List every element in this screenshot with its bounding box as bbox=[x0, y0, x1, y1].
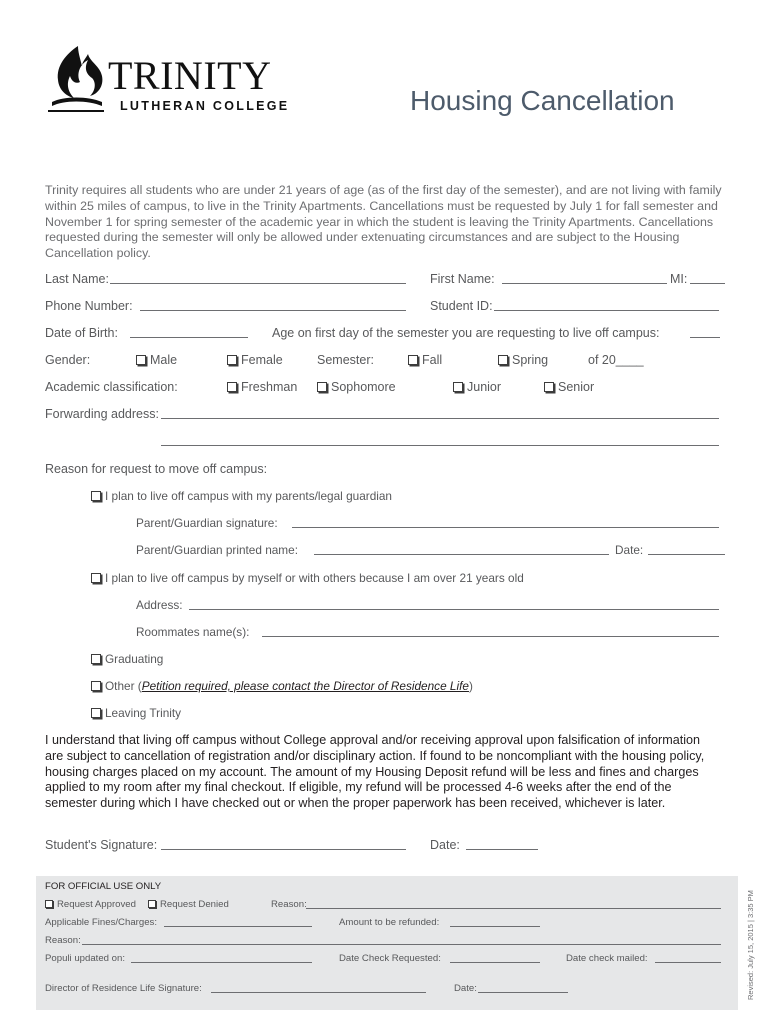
female-label: Female bbox=[241, 353, 283, 367]
sophomore-option[interactable] bbox=[317, 380, 396, 394]
other-checkbox[interactable] bbox=[91, 681, 101, 691]
reason-option-other[interactable] bbox=[91, 679, 473, 693]
logo bbox=[44, 44, 290, 116]
phone-field[interactable] bbox=[140, 300, 406, 311]
over21-label: I plan to live off campus by myself or with others because I am over 21 years old bbox=[105, 571, 524, 585]
freshman-option[interactable] bbox=[227, 380, 297, 394]
denied-label: Request Denied bbox=[160, 899, 229, 910]
approved-checkbox[interactable] bbox=[45, 900, 53, 908]
parent-date-label: Date: bbox=[615, 543, 644, 557]
first-name-field[interactable] bbox=[502, 273, 667, 284]
roommates-label: Roommates name(s): bbox=[136, 625, 250, 639]
reason-option-over21[interactable] bbox=[91, 571, 524, 585]
check-mailed-field[interactable] bbox=[655, 954, 721, 963]
age-label: Age on first day of the semester you are requesting to live off campus: bbox=[272, 326, 660, 340]
parents-label: I plan to live off campus with my parents/legal guardian bbox=[105, 489, 392, 503]
populi-field[interactable] bbox=[131, 954, 312, 963]
dob-field[interactable] bbox=[130, 327, 248, 338]
agreement-paragraph: I understand that living off campus without College approval and/or receiving approval upon falsification of information are subject to cancellation of registration and/or disciplinary action. If found to be noncompliant with the housing policy, housing charges placed on my account. The amount of my Housing Deposit refund will be less and fines and charges applied to my room after my final checkout. If eligible, my refund will be processed 4-6 weeks after the end of the semester during which I have checked out or when the proper paperwork has been received, whichever is later. bbox=[45, 733, 705, 811]
check-requested-field[interactable] bbox=[450, 954, 540, 963]
fall-checkbox[interactable] bbox=[408, 355, 418, 365]
parent-name-label: Parent/Guardian printed name: bbox=[136, 543, 298, 557]
freshman-label: Freshman bbox=[241, 380, 298, 394]
academic-label: Academic classification: bbox=[45, 380, 178, 394]
student-id-field[interactable] bbox=[494, 300, 719, 311]
phone-label: Phone Number: bbox=[45, 299, 133, 313]
parents-checkbox[interactable] bbox=[91, 491, 101, 501]
junior-checkbox[interactable] bbox=[453, 382, 463, 392]
leaving-checkbox[interactable] bbox=[91, 708, 101, 718]
mi-field[interactable] bbox=[690, 273, 725, 284]
intro-paragraph: Trinity requires all students who are under 21 years of age (as of the first day of the semester), and are not living with family within 25 miles of campus, to live in the Trinity Apartments. Cancellations must be requested by July 1 for fall semester and November 1 for spring semester of the academic year in which the student is leaving the Trinity Apartments. Cancellations requested during the semester will only be allowed under extenuating circumstances and are subject to the Housing Cancellation policy. bbox=[45, 183, 722, 261]
student-sig-field[interactable] bbox=[161, 839, 406, 850]
over21-checkbox[interactable] bbox=[91, 573, 101, 583]
sophomore-label: Sophomore bbox=[331, 380, 396, 394]
petition-link[interactable]: Petition required, please contact the Director of Residence Life bbox=[141, 679, 469, 693]
denied-option[interactable] bbox=[148, 899, 229, 910]
fines-label: Applicable Fines/Charges: bbox=[45, 917, 157, 928]
age-field[interactable] bbox=[690, 327, 720, 338]
senior-label: Senior bbox=[558, 380, 595, 394]
senior-checkbox[interactable] bbox=[544, 382, 554, 392]
reason-option-graduating[interactable] bbox=[91, 652, 163, 666]
parent-name-field[interactable] bbox=[314, 544, 609, 555]
denied-checkbox[interactable] bbox=[148, 900, 156, 908]
director-sig-field[interactable] bbox=[211, 984, 426, 993]
male-checkbox[interactable] bbox=[136, 355, 146, 365]
forwarding-field-line2[interactable] bbox=[161, 435, 719, 446]
graduating-checkbox[interactable] bbox=[91, 654, 101, 664]
student-sig-label: Student's Signature: bbox=[45, 838, 158, 852]
semester-year-field[interactable]: of 20____ bbox=[588, 353, 644, 367]
semester-label: Semester: bbox=[317, 353, 374, 367]
flame-logo-icon bbox=[44, 44, 108, 114]
revised-date: Revised: July 15, 2015 | 3:35 PM bbox=[746, 890, 755, 1000]
spring-checkbox[interactable] bbox=[498, 355, 508, 365]
first-name-label: First Name: bbox=[430, 272, 495, 286]
reason-option-parents[interactable] bbox=[91, 489, 392, 503]
freshman-checkbox[interactable] bbox=[227, 382, 237, 392]
forwarding-label: Forwarding address: bbox=[45, 407, 159, 421]
male-label: Male bbox=[150, 353, 178, 367]
dob-label: Date of Birth: bbox=[45, 326, 118, 340]
parent-sig-field[interactable] bbox=[292, 517, 719, 528]
junior-label: Junior bbox=[467, 380, 502, 394]
parent-date-field[interactable] bbox=[648, 544, 725, 555]
refund-label: Amount to be refunded: bbox=[339, 917, 440, 928]
official-reason2-label: Reason: bbox=[45, 935, 81, 946]
refund-field[interactable] bbox=[450, 918, 540, 927]
director-date-field[interactable] bbox=[478, 984, 568, 993]
other-label-suffix: ) bbox=[468, 679, 473, 693]
roommates-field[interactable] bbox=[262, 626, 719, 637]
address-label: Address: bbox=[136, 598, 183, 612]
female-checkbox[interactable] bbox=[227, 355, 237, 365]
junior-option[interactable] bbox=[453, 380, 501, 394]
approved-option[interactable] bbox=[45, 899, 136, 910]
fall-label: Fall bbox=[422, 353, 443, 367]
official-use-panel bbox=[36, 876, 738, 1010]
check-requested-label: Date Check Requested: bbox=[339, 953, 441, 964]
director-date-label: Date: bbox=[454, 983, 477, 994]
official-reason-label: Reason: bbox=[271, 899, 307, 910]
check-mailed-label: Date check mailed: bbox=[566, 953, 648, 964]
last-name-label: Last Name: bbox=[45, 272, 109, 286]
student-id-label: Student ID: bbox=[430, 299, 493, 313]
last-name-field[interactable] bbox=[110, 273, 406, 284]
parent-sig-label: Parent/Guardian signature: bbox=[136, 516, 278, 530]
logo-wordmark: TRINITY bbox=[108, 53, 272, 98]
address-field[interactable] bbox=[189, 599, 719, 610]
official-reason2-field[interactable] bbox=[82, 936, 721, 945]
spring-label: Spring bbox=[512, 353, 549, 367]
logo-subtitle: LUTHERAN COLLEGE bbox=[120, 99, 290, 113]
mi-label: MI: bbox=[670, 272, 688, 286]
forwarding-field-line1[interactable] bbox=[161, 408, 719, 419]
graduating-label: Graduating bbox=[105, 652, 164, 666]
official-heading: FOR OFFICIAL USE ONLY bbox=[45, 881, 162, 892]
semester-fall-option[interactable] bbox=[408, 353, 442, 367]
page-title: Housing Cancellation bbox=[410, 85, 675, 116]
leaving-label: Leaving Trinity bbox=[105, 706, 182, 720]
gender-male-option[interactable] bbox=[136, 353, 177, 367]
semester-spring-option[interactable] bbox=[498, 353, 548, 367]
student-date-label: Date: bbox=[430, 838, 460, 852]
reason-option-leaving[interactable] bbox=[91, 706, 181, 720]
other-label: Other ( bbox=[105, 679, 142, 693]
student-date-field[interactable] bbox=[466, 839, 538, 850]
approved-label: Request Approved bbox=[57, 899, 136, 910]
gender-female-option[interactable] bbox=[227, 353, 283, 367]
director-sig-label: Director of Residence Life Signature: bbox=[45, 983, 202, 994]
reason-heading: Reason for request to move off campus: bbox=[45, 462, 268, 476]
populi-label: Populi updated on: bbox=[45, 953, 126, 964]
senior-option[interactable] bbox=[544, 380, 594, 394]
official-reason-field[interactable] bbox=[306, 900, 721, 909]
sophomore-checkbox[interactable] bbox=[317, 382, 327, 392]
gender-label: Gender: bbox=[45, 353, 91, 367]
fines-field[interactable] bbox=[164, 918, 312, 927]
